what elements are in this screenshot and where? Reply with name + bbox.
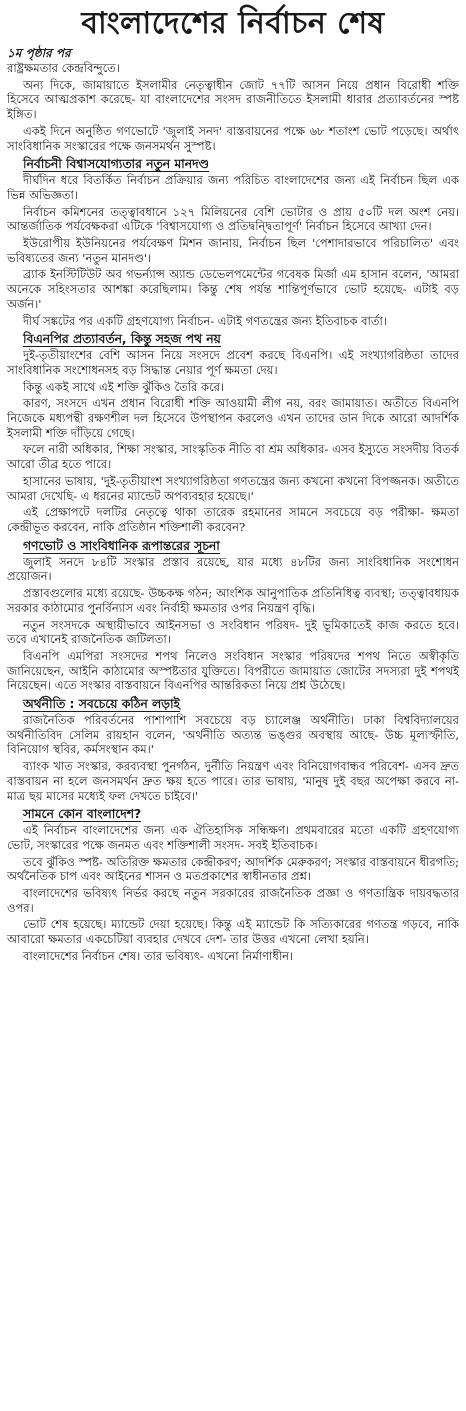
article-paragraph: প্রস্তাবগুলোর মধ্যে রয়েছে- উচ্চকক্ষ গঠন; আংশিক আনুপাতিক প্রতিনিধিত্ব ব্যবস্থা; তত্ত্বাবধায়ক সরকার কাঠামোর পুনর্বিন্যাস এবং নির্বাহী ক্ষমতার ওপর নিয়ন্ত্রণ বৃদ্ধি। <box>7 586 459 615</box>
article-paragraph: বাংলাদেশের ভবিষ্যৎ নির্ভর করছে নতুন সরকারের রাজনৈতিক প্রজ্ঞা ও গণতান্ত্রিক দায়বদ্ধতার ওপর। <box>7 886 459 915</box>
article-paragraph: ভোট শেষ হয়েছে। ম্যান্ডেট দেয়া হয়েছে। কিন্তু এই ম্যান্ডেট কি সত্যিকারের গণতন্ত্র গড়বে, নাকি আবারো ক্ষমতার একচেটিয়া ব্যবহার দেখবে দেশ- তার উত্তর এখনো লেখা হয়নি। <box>7 917 459 947</box>
article-headline: বাংলাদেশের নির্বাচন শেষ <box>81 6 385 41</box>
section-heading <box>23 331 459 347</box>
article-paragraph: রাজনৈতিক পরিবর্তনের পাশাপাশি সবচেয়ে বড় চ্যালেঞ্জ অর্থনীতি। ঢাকা বিশ্ববিদ্যালয়ের অর্থনীতিবিদ সেলিম রায়হান বলেন, 'অর্থনীতি অত্যন্ত ভঙ্গুর অবস্থায় আছে- উচ্চ মূল্যস্ফীতি, বিনিয়োগ স্থবির, কর্মসংস্থান কম।' <box>7 713 459 757</box>
article-paragraph: একই দিনে অনুষ্ঠিত গণভোটে 'জুলাই সনদ' বাস্তবায়নের পক্ষে ৬৮ শতাংশ ভোট পড়েছে। অর্থাৎ সাংবিধানিক সংস্কারের পক্ষে জনসমর্থন সুস্পষ্ট। <box>7 123 459 153</box>
article-paragraph: ব্যাংক খাত সংস্কার, করব্যবস্থা পুনর্গঠন, দুর্নীতি নিয়ন্ত্রণ এবং বিনিয়োগবান্ধব পরিবেশ- এসব দ্রুত বাস্তবায়ন না হলে জনসমর্থন দ্রুত ক্ষয় হতে পারে। তার ভাষায়, 'মানুষ দুই বছর অপেক্ষা করবে না- মাত্র ছয় মাসের মধ্যেই ফল দেখতে চাইবে।' <box>7 759 459 803</box>
article-paragraph: বিএনপি এমপিরা সংসদের শপথ নিলেও সংবিধান সংস্কার পরিষদের শপথ নিতে অস্বীকৃতি জানিয়েছেন, আইনি কাঠামোর অস্পষ্টতার যুক্তিতে। বিপরীতে জামায়াত জোটের সদস্যরা দুই শপথই নিয়েছেন। এতে সংস্কার বাস্তবায়নে বিএনপির আন্তরিকতা নিয়ে প্রশ্ন উঠেছে। <box>7 648 459 693</box>
article-paragraph: নির্বাচন কমিশনের তত্ত্বাবধানে ১২৭ মিলিয়নের বেশি ভোটার ও প্রায় ৫০টি দল অংশ নেয়। আন্তর্জাতিক পর্যবেক্ষকরা এটিকে 'বিশ্বাসযোগ্য ও প্রতিদ্বন্দ্বিতাপূর্ণ' নির্বাচন হিসেবে আখ্যা দেন। <box>7 204 459 234</box>
section-heading <box>23 696 459 712</box>
section-heading <box>23 538 459 554</box>
article-paragraph: রাষ্ট্রক্ষমতার কেন্দ্রবিন্দুতে। <box>7 61 120 75</box>
section-heading-text: নির্বাচনী বিশ্বাসযোগ্যতার নতুন মানদণ্ড <box>23 157 209 172</box>
section-heading-text: গণভোট ও সাংবিধানিক রূপান্তরের সূচনা <box>23 538 220 553</box>
article-paragraph: ব্র্যাক ইনস্টিটিউট অব গভর্ন্যান্স অ্যান্ড ডেভেলপমেন্টের গবেষক মির্জা এম হাসান বলেন, 'আমরা অনেকে সহিংসতার আশঙ্কা করেছিলাম। কিন্তু শেষ পর্যন্ত শান্তিপূর্ণভাবে ভোট হয়েছে- এটাই বড় অর্জন।' <box>7 267 459 311</box>
article-paragraph: অন্য দিকে, জামায়াতে ইসলামীর নেতৃত্বাধীন জোট ৭৭টি আসন নিয়ে প্রধান বিরোধী শক্তি হিসেবে আত্মপ্রকাশ করেছে- যা বাংলাদেশের সংসদ রাজনীতিতে ইসলামী ধারার প্রত্যাবর্তনের স্পষ্ট ইঙ্গিত। <box>7 77 459 122</box>
article-paragraph: তবে ঝুঁকিও স্পষ্ট- অতিরিক্ত ক্ষমতার কেন্দ্রীকরণ; আদর্শিক মেরুকরণ; সংস্কার বাস্তবায়নে ধীরগতি; অর্থনৈতিক চাপ এবং আইনের শাসন ও মতপ্রকাশের স্বাধীনতার প্রশ্ন। <box>7 854 459 884</box>
section-heading-text: অর্থনীতি : সবচেয়ে কঠিন লড়াই <box>23 697 180 712</box>
article-paragraph: বাংলাদেশের নির্বাচন শেষ। তার ভবিষ্যৎ- এখনো নির্মাণাধীন। <box>23 948 294 963</box>
article-paragraph: ইউরোপীয় ইউনিয়নের পর্যবেক্ষণ মিশন জানায়, নির্বাচন ছিল 'পেশাদারভাবে পরিচালিত' এবং ভবিষ্যতের জন্য 'নতুন মানদণ্ড'। <box>7 236 459 265</box>
article-paragraph: কিন্তু একই সাথে এই শক্তি ঝুঁকিও তৈরি করে। <box>23 379 225 394</box>
article-paragraph: ফলে নারী অধিকার, শিক্ষা সংস্কার, সাংস্কৃতিক নীতি বা শ্রম অধিকার- এসব ইস্যুতে সংসদীয় বিতর্ক আরো তীব্র হতে পারে। <box>7 442 459 472</box>
article-paragraph: এই নির্বাচন বাংলাদেশের জন্য এক ঐতিহাসিক সন্ধিক্ষণ। প্রথমবারের মতো একটি গ্রহণযোগ্য ভোট, সংস্কারের পক্ষে জনমত এবং শক্তিশালী সংসদ- সবই ইতিবাচক। <box>7 823 459 852</box>
article-paragraph: হাসানের ভাষায়, 'দুই-তৃতীয়াংশ সংখ্যাগরিষ্ঠতা গণতন্ত্রের জন্য কখনো কখনো বিপজ্জনক। অতীতে আমরা দেখেছি- এ ধরনের ম্যান্ডেট অপব্যবহার হয়েছে।' <box>7 473 459 503</box>
article-paragraph: জুলাই সনদে ৮৪টি সংস্কার প্রস্তাব রয়েছে, যার মধ্যে ৪৮টির জন্য সাংবিধানিক সংশোধন প্রয়োজন। <box>7 554 459 584</box>
article-paragraph: দুই-তৃতীয়াংশের বেশি আসন নিয়ে সংসদে প্রবেশ করছে বিএনপি। এই সংখ্যাগরিষ্ঠতা তাদের সাংবিধানিক সংশোধনসহ বড় সিদ্ধান্ত নেয়ার পূর্ণ ক্ষমতা দেয়। <box>7 348 459 377</box>
continued-from-label: ১ম পৃষ্ঠার পর <box>7 46 71 60</box>
article-paragraph: দীর্ঘ সঙ্কটের পর একটি গ্রহণযোগ্য নির্বাচন- এটাই গণতন্ত্রের জন্য ইতিবাচক বার্তা। <box>23 313 387 328</box>
article-paragraph: এই প্রেক্ষাপটে দলটির নেতৃত্বে থাকা তারেক রহমানের সামনে সবচেয়ে বড় পরীক্ষা- ক্ষমতা কেন্দ্রীভূত করবেন, নাকি প্রতিষ্ঠান শক্তিশালী করবেন? <box>7 505 459 534</box>
section-heading-text: বিএনপির প্রত্যাবর্তন, কিন্তু সহজ পথ নয় <box>23 332 221 347</box>
article-paragraph: কারণ, সংসদে এখন প্রধান বিরোধী শক্তি আওয়ামী লীগ নয়, বরং জামায়াত। অতীতে বিএনপি নিজেকে মধ্যপন্থী রক্ষণশীল দল হিসেবে উপস্থাপন করলেও এখন তাদের ডান দিকে আরো আদর্শিক ইসলামী শক্তি দাঁড়িয়ে গেছে। <box>7 396 459 440</box>
section-heading <box>23 806 459 822</box>
article-paragraph: দীর্ঘদিন ধরে বিতর্কিত নির্বাচন প্রক্রিয়ার জন্য পরিচিত বাংলাদেশের জন্য এই নির্বাচন ছিল এক ভিন্ন অভিজ্ঞতা। <box>7 173 459 202</box>
section-heading-text: সামনে কোন বাংলাদেশ? <box>23 807 142 822</box>
section-heading <box>23 156 459 172</box>
article-paragraph: নতুন সংসদকে অস্থায়ীভাবে আইনসভা ও সংবিধান পরিষদ- দুই ভূমিকাতেই কাজ করতে হবে। তবে এখানেই রাজনৈতিক জটিলতা। <box>7 617 459 647</box>
article-body <box>7 61 459 964</box>
